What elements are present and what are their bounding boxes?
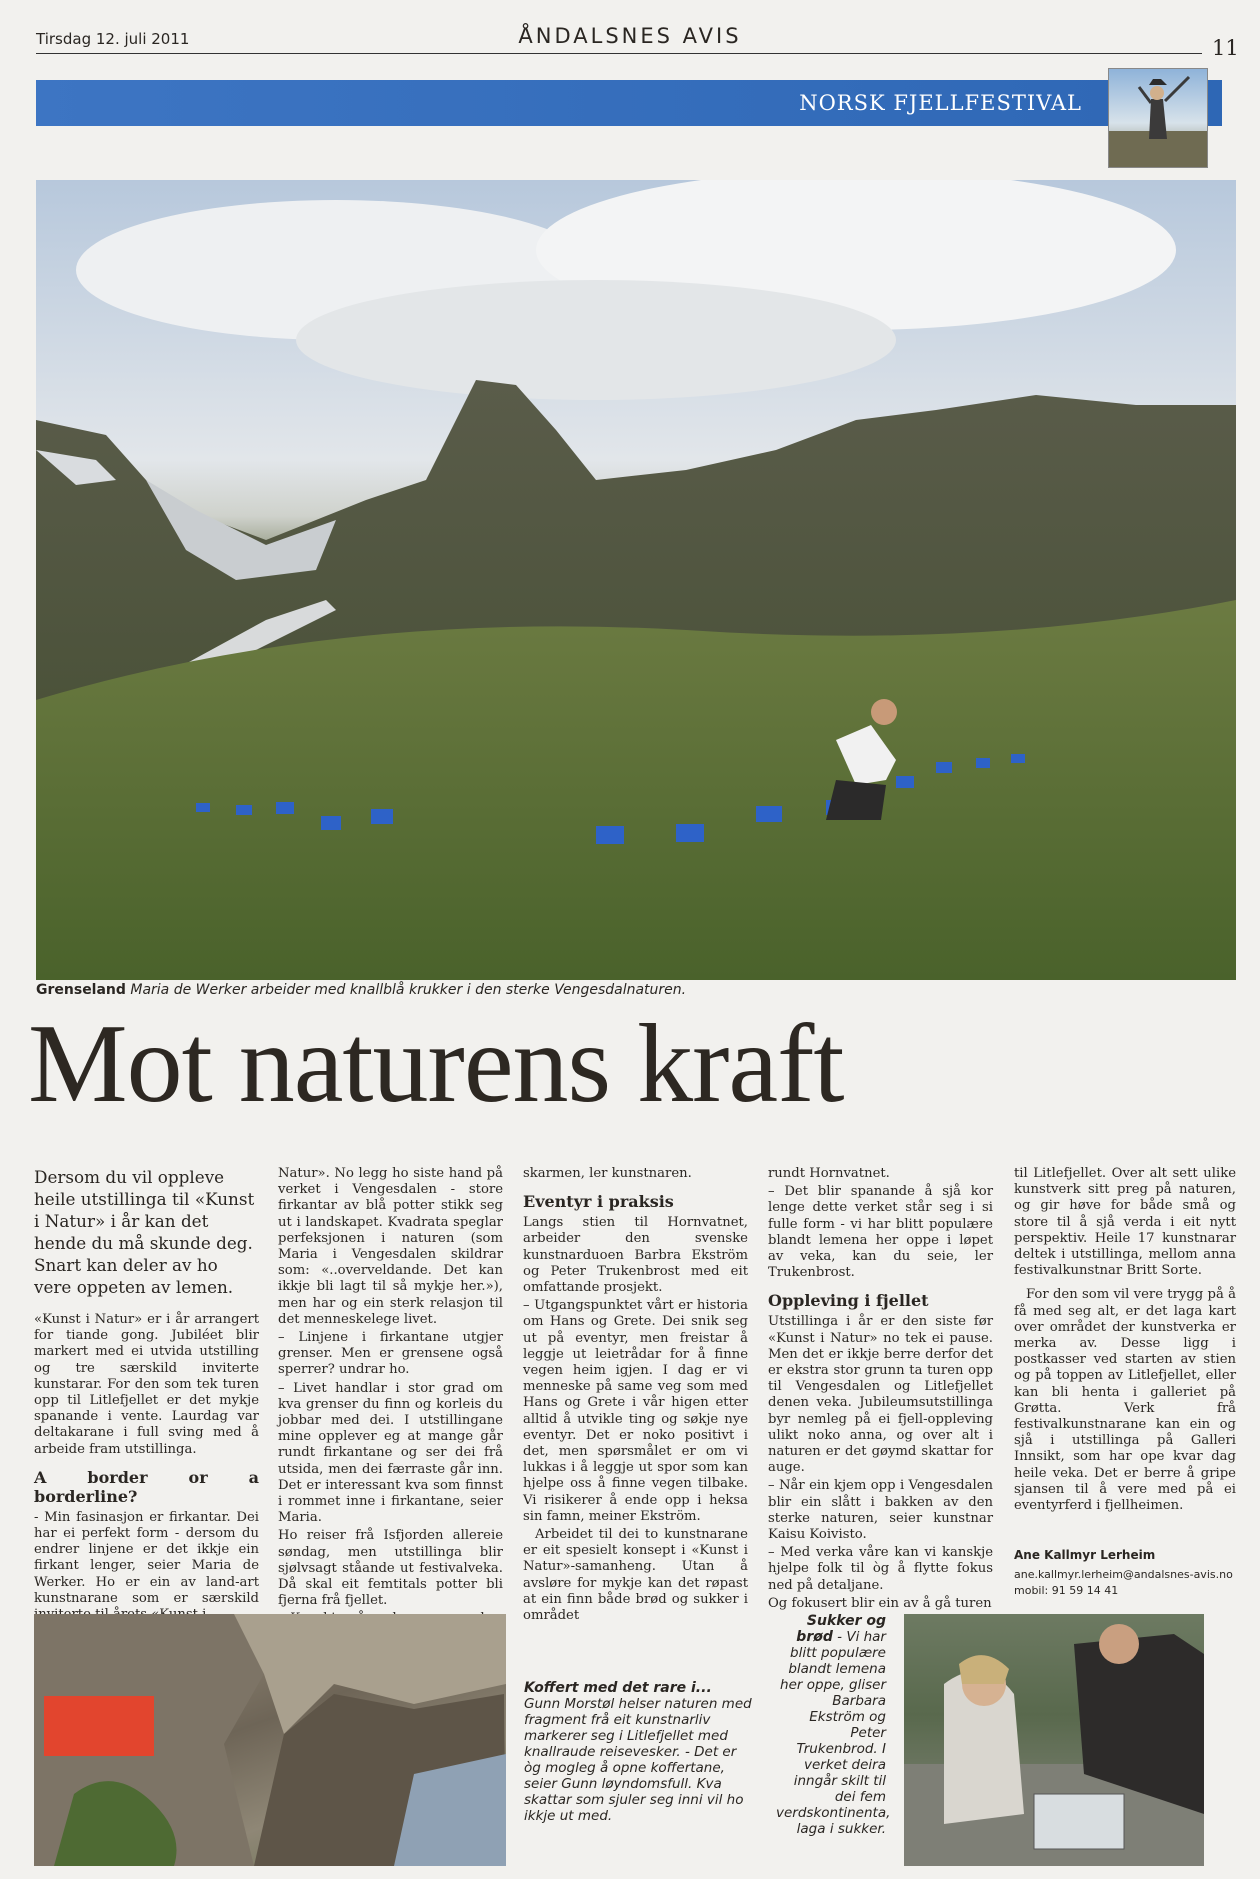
paragraph: Natur». No legg ho siste hand på verket i Vengesdalen - store firkantar av blå potter stikk seg ut i landskapet. Kvadrata speglar perfeksjonen i naturen (som Maria i Vengesdalen skildrar som: «..overveldande. Det kan ikkje bli lagt til så mykje her.»), men har og ein sterk relasjon til det menneskelege livet.: [278, 1166, 503, 1327]
photo-red-suitcase-rocks: [34, 1614, 506, 1866]
photo-artists-with-sign: [904, 1614, 1204, 1866]
koffert-text: Gunn Morstøl helser naturen med fragment frå eit kunstnarliv markerer seg i Litlefjellet med knallraude reisevesker. - Det er òg mogleg å opne koffertane, seier Gunn løyndomsfull. Kva skattar som sjuler seg inni vil ho ikkje ut med.: [524, 1696, 752, 1824]
newspaper-name: ÅNDALSNES AVIS: [518, 24, 742, 48]
issue-date: Tirsdag 12. juli 2011: [36, 30, 190, 48]
byline-mobile: mobil: 91 59 14 41: [1014, 1584, 1119, 1597]
paragraph: Og fokusert blir ein av å gå turen: [768, 1595, 992, 1611]
paragraph: – Med verka våre kan vi kanskje hjelpe folk til òg å flytte fokus ned på detaljane.: [768, 1545, 993, 1593]
paragraph: – Linjene i firkantane utgjer grenser. Men er grensene også sperrer? undrar ho.: [278, 1330, 503, 1378]
sugar-sign: [1034, 1794, 1124, 1849]
column-5: [1014, 1166, 1236, 1524]
photo-caption: [36, 982, 1236, 998]
paragraph: skarmen, ler kunstnaren.: [523, 1166, 692, 1181]
column-4: [768, 1166, 993, 1622]
subheading: Eventyr i praksis: [523, 1192, 674, 1212]
page-number: 11: [1212, 36, 1239, 60]
subheading: A border or a borderline?: [34, 1467, 259, 1506]
sidebar-sukker: [776, 1613, 891, 1837]
koffert-title: Koffert med det rare i...: [524, 1680, 712, 1696]
sukker-text: - Vi har blitt populære blandt lemena her oppe, gliser Barbara Ekström og Peter Trukenbrod. I verket deira inngår skilt til dei fem verdskontinenta, laga i sukker.: [776, 1629, 891, 1837]
caption-label: Grenseland: [36, 982, 126, 998]
paragraph: rundt Hornvatnet.: [768, 1166, 890, 1181]
lead-paragraph: Dersom du vil oppleve heile utstillinga til «Kunst i Natur» i år kan det hende du må skunde deg. Snart kan deler av ho vere oppeten av lemen.: [34, 1167, 255, 1297]
paragraph: Langs stien til Hornvatnet, arbeider den svenske kunstnarduoen Barbra Ekström og Peter Trukenbrost med eit omfattande prosjekt.: [523, 1215, 748, 1296]
paragraph: For den som vil vere trygg på å få med seg alt, er det laga kart over området der kunstverka er merka av. Desse ligg i postkasser ved starten av stien og på toppen av Litlefjellet, eller kan bli henta i galleriet på Grøtta. Verk frå festivalkunstnarane kan ein og sjå i utstillinga på Galleri Innsikt, som har ope kvar dag heile veka. Det er berre å gripe sjansen til å vere med på ei eventyrferd i fjellheimen.: [1014, 1287, 1236, 1514]
paragraph: «Kunst i Natur» er i år arrangert for tiande gong. Jubiléet blir markert med ei utvida utstilling og tre særskild inviterte kunstarar. For den som tek turen opp til Litlefjellet er det mykje spanande i vente. Laurdag var deltakarane i full sving med å arbeide fram utstillinga.: [34, 1312, 259, 1457]
header-rule: [36, 53, 1202, 54]
paragraph: - Min fasinasjon er firkantar. Dei har ei perfekt form - dersom du endrer linjene er det ikkje ein firkant lenger, seier Maria de Werker. Ho er ein av land-art kunstnarane som er særskild: [34, 1509, 259, 1606]
sukker-title: Sukker og brød: [796, 1613, 886, 1645]
artists-scene: [904, 1614, 1204, 1866]
red-suitcase: [44, 1696, 154, 1756]
festival-figure-illustration: [1109, 69, 1207, 167]
byline-email: ane.kallmyr.lerheim@andalsnes-avis.no: [1014, 1568, 1233, 1581]
paragraph: Ho reiser frå Isfjorden allereie søndag, men utstillinga blir sjølvsagt ståande ut festivalveka. Då skal eit femtitals potter bli fjerna frå fjellet.: [278, 1528, 503, 1609]
subheading: Oppleving i fjellet: [768, 1291, 929, 1311]
paragraph: Arbeidet til dei to kunstnarane er eit spesielt konsept i «Kunst i Natur»-samanheng. Utan å avsløre for mykje kan det røpast at ein finn både brød og sukker i området: [523, 1527, 748, 1624]
rock-scene: [34, 1614, 506, 1866]
caption-text: Maria de Werker arbeider med knallblå krukker i den sterke Vengesdalnaturen.: [125, 982, 687, 998]
column-1: [34, 1166, 259, 1633]
paragraph: – Det blir spanande å sjå kor lenge dette verket står seg i si fulle form - vi har blitt populære blandt lemena her oppe i løpet av veka, kan du seie, ler Trukenbrost.: [768, 1184, 993, 1281]
headline: Mot naturens kraft: [28, 1002, 844, 1126]
mountain-scene: [36, 180, 1236, 980]
paragraph: til Litlefjellet. Over alt sett ulike kunstverk sitt preg på naturen, og gir høve for både små og store til å sjå verda i eit nytt perspektiv. Heile 17 kunstnarar deltek i utstillinga, mellom anna festivalkunstnar Britt Sorte.: [1014, 1166, 1236, 1279]
paragraph: – Livet handlar i stor grad om kva grenser du finn og korleis du jobbar med dei. I utstillingane mine opplever eg at mange går rundt firkantane og ser dei frå utsida, men dei færraste går inn. Det er interessant kva som finnst i rommet inne i firkantane, seier Maria.: [278, 1380, 503, 1526]
byline-author: Ane Kallmyr Lerheim: [1014, 1548, 1156, 1562]
main-photo-mountain-landscape: [36, 180, 1236, 980]
sidebar-koffert: [524, 1680, 756, 1824]
paragraph: – Når ein kjem opp i Vengesdalen blir ein slått i bakken av den sterke naturen, seier kunstnar Kaisu Koivisto.: [768, 1478, 993, 1543]
paragraph: Utstillinga i år er den siste før «Kunst i Natur» no tek ei pause. Men det er ikkje berre derfor det er ekstra stor grunn ta turen opp til Vengesdalen og Litlefjellet denen veka. Jubileumsutstillinga byr nemleg på ei fjell-oppleving ulikt noko anna, og over alt i naturen er det gøymd skattar for auge.: [768, 1314, 993, 1476]
section-thumbnail: [1108, 68, 1208, 168]
section-title: NORSK FJELLFESTIVAL: [799, 91, 1082, 115]
column-2: [278, 1166, 503, 1670]
column-3: [523, 1166, 748, 1634]
paragraph: – Utgangspunktet vårt er historia om Hans og Grete. Dei snik seg ut på eventyr, men freistar å leggje ut leietrådar for å finne vegen heim igjen. I dag er vi menneske på same veg som med Hans og Grete i vår higen etter alltid å utvikle ting og søkje nye eventyr. Det er noko positivt i det, men spørsmålet er om vi lukkas i å leggje ut spor som kan hjelpe oss å finne vegen tilbake. Vi risikerer å ende opp i heksa sin famn, meiner Ekström.: [523, 1298, 748, 1524]
